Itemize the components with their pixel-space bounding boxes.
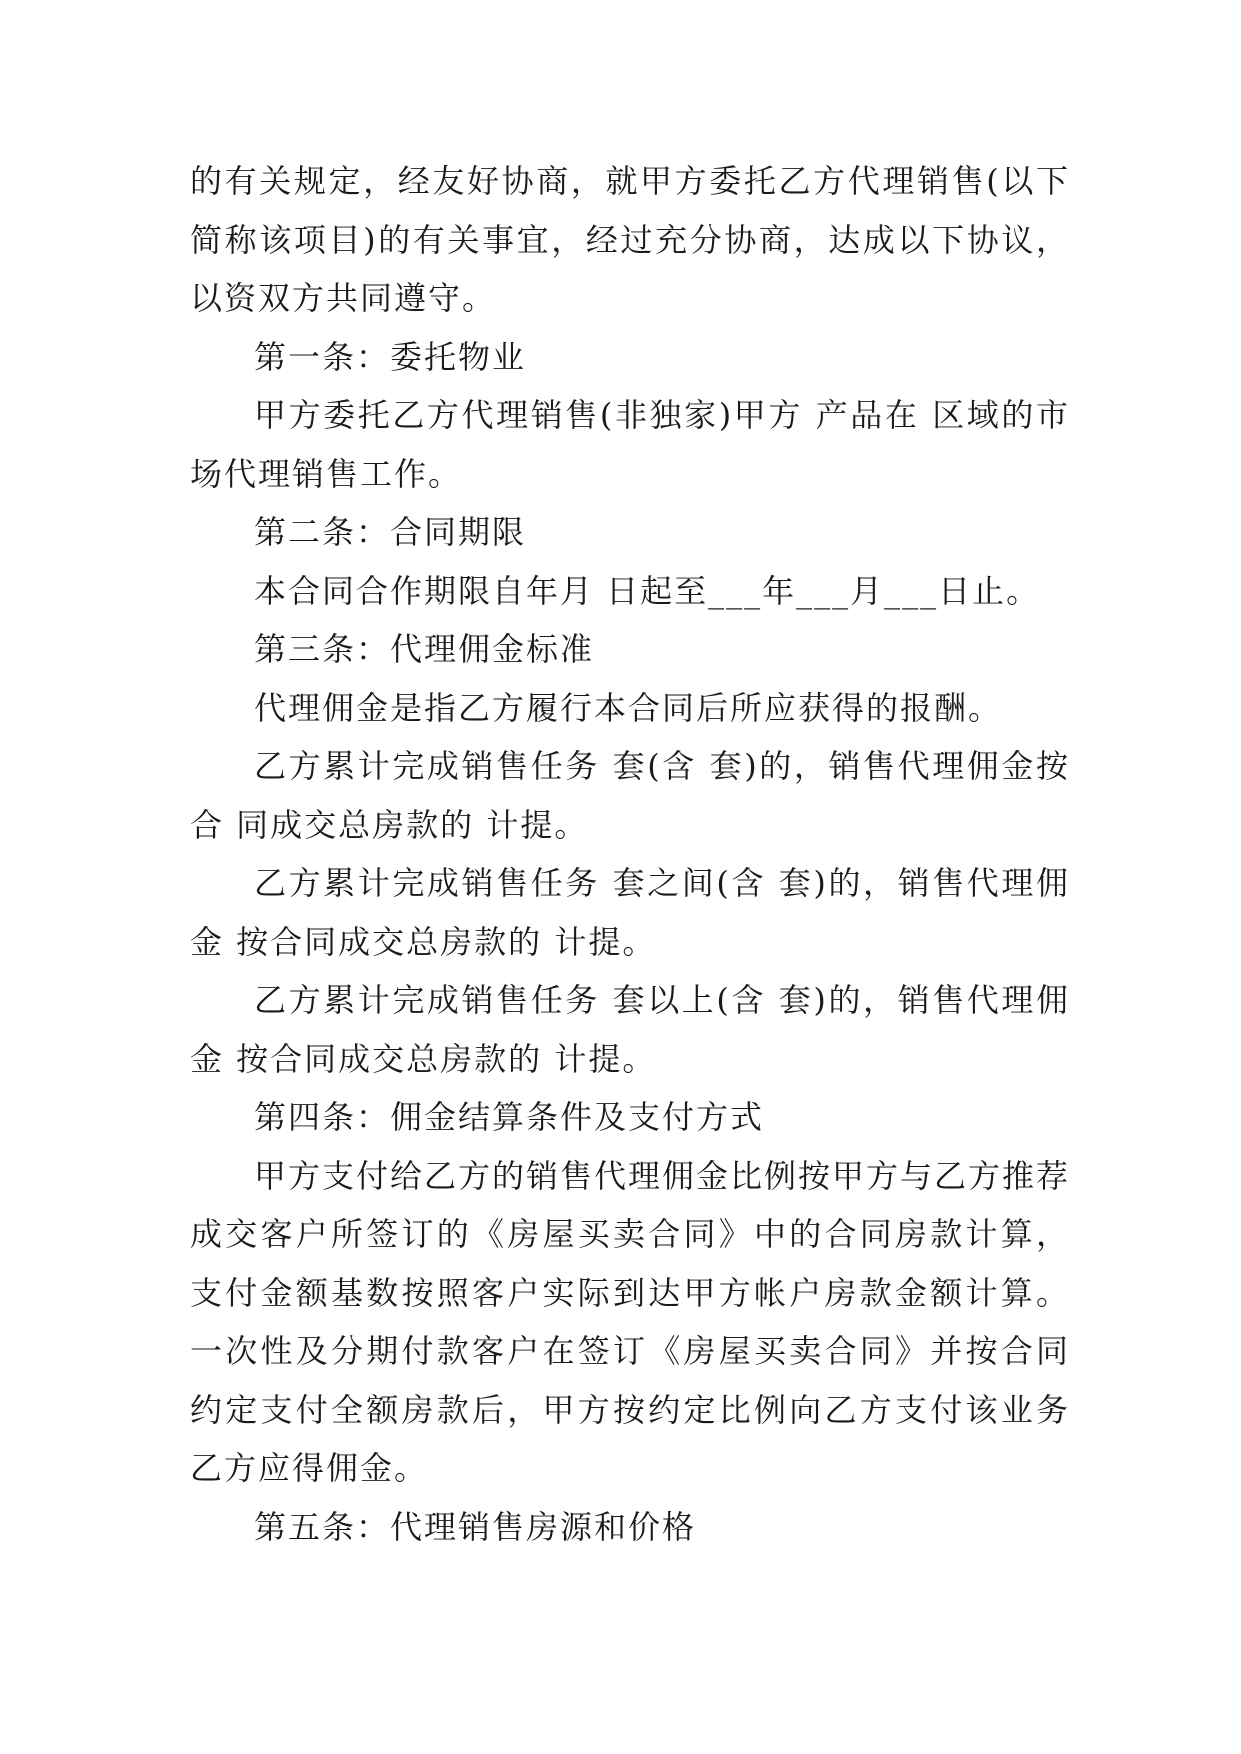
article-1-heading: 第一条：委托物业 [254, 337, 527, 376]
article-3-tier-2-paragraph: 乙方累计完成销售任务 套之间(含 套)的，销售代理佣金 按合同成交总房款的 计提。 [190, 864, 1070, 961]
article-4-paragraph: 甲方支付给乙方的销售代理佣金比例按甲方与乙方推荐成交客户所签订的《房屋买卖合同》中的合同房款计算，支付金额基数按照客户实际到达甲方帐户房款金额计算。一次性及分期付款客户在签订《房屋买卖合同》并按合同约定支付全额房款后，甲方按约定比例向乙方支付该业务乙方应得佣金。 [190, 1156, 1071, 1487]
article-4-heading: 第四条：佣金结算条件及支付方式 [254, 1098, 765, 1136]
article-2-paragraph: 本合同合作期限自年月 日起至___年___月___日止。 [254, 571, 1041, 610]
article-3-definition-paragraph: 代理佣金是指乙方履行本合同后所应获得的报酬。 [254, 688, 1003, 727]
article-3-tier-3-paragraph: 乙方累计完成销售任务 套以上(含 套)的，销售代理佣金 按合同成交总房款的 计提。 [190, 981, 1070, 1078]
article-5-heading: 第五条：代理销售房源和价格 [254, 1507, 697, 1546]
intro-continuation-paragraph: 的有关规定，经友好协商，就甲方委托乙方代理销售(以下简称该项目)的有关事宜，经过充分协商，达成以下协议，以资双方共同遵守。 [190, 162, 1070, 317]
article-3-heading: 第三条：代理佣金标准 [254, 630, 595, 668]
article-3-tier-1-paragraph: 乙方累计完成销售任务 套(含 套)的，销售代理佣金按合 同成交总房款的 计提。 [190, 747, 1070, 844]
document-page [190, 152, 1070, 1556]
article-1-paragraph: 甲方委托乙方代理销售(非独家)甲方 产品在 区域的市场代理销售工作。 [190, 396, 1070, 493]
article-2-heading: 第二条：合同期限 [254, 513, 527, 551]
